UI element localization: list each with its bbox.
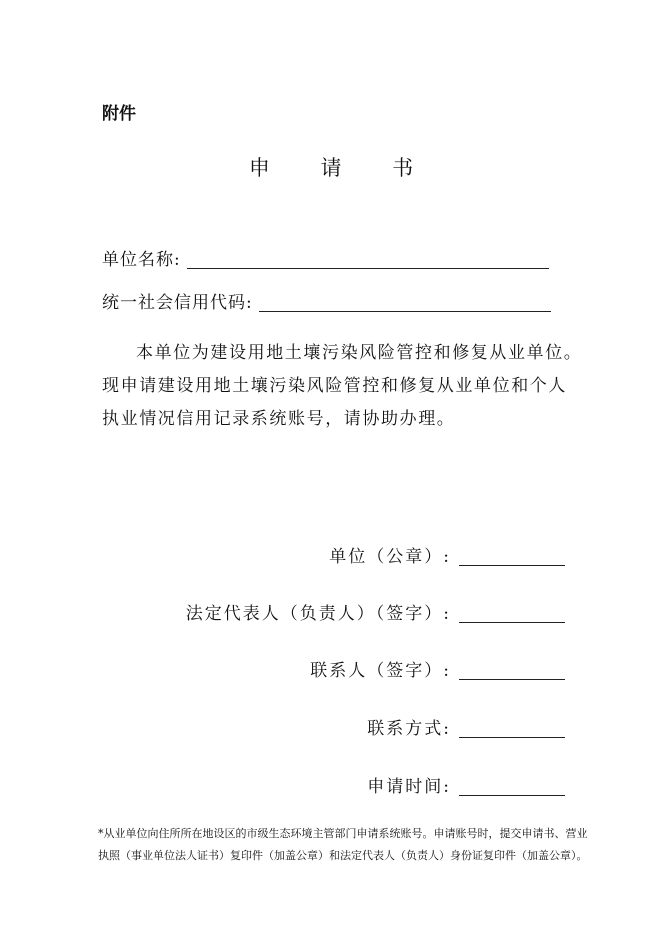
legal-representative-blank-line xyxy=(459,602,565,623)
legal-representative-field xyxy=(186,598,565,626)
apply-time-field xyxy=(367,771,565,799)
footnote-line-2: 执照（事业单位法人证书）复印件（加盖公章）和法定代表人（负责人）身份证复印件（加盖公章）。 xyxy=(98,849,588,862)
contact-method-field xyxy=(367,713,565,741)
body-line-3: 执业情况信用记录系统账号，请协助办理。 xyxy=(102,409,456,429)
body-line-1: 本单位为建设用地土壤污染风险管控和修复从业单位。 xyxy=(136,343,583,363)
credit-code-label: 统一社会信用代码: xyxy=(102,293,253,313)
credit-code-field xyxy=(102,287,551,315)
apply-time-label: 申请时间: xyxy=(367,777,451,797)
credit-code-blank-line xyxy=(259,291,551,312)
contact-method-blank-line xyxy=(459,717,565,738)
footnote-line-1: *从业单位向住所所在地设区的市级生态环境主管部门申请系统账号。申请账号时，提交申请书、营业 xyxy=(98,827,588,840)
unit-seal-field xyxy=(329,541,565,569)
document-title: 申 请 书 xyxy=(248,156,436,180)
unit-name-blank-line xyxy=(187,248,549,269)
legal-representative-label: 法定代表人（负责人）（签字）: xyxy=(185,604,451,624)
contact-method-label: 联系方式: xyxy=(367,719,451,739)
application-body-paragraph xyxy=(102,337,583,436)
unit-seal-label: 单位（公章）: xyxy=(329,547,451,567)
unit-name-field xyxy=(102,244,549,272)
contact-person-field xyxy=(310,655,565,683)
body-line-2: 现申请建设用地土壤污染风险管控和修复从业单位和个人 xyxy=(102,376,567,396)
apply-time-blank-line xyxy=(459,775,565,796)
attachment-label: 附件 xyxy=(102,104,136,124)
unit-name-label: 单位名称: xyxy=(102,250,181,270)
unit-seal-blank-line xyxy=(459,545,565,566)
footnote xyxy=(98,823,588,867)
contact-person-label: 联系人（签字）: xyxy=(310,661,451,681)
contact-person-blank-line xyxy=(459,659,565,680)
